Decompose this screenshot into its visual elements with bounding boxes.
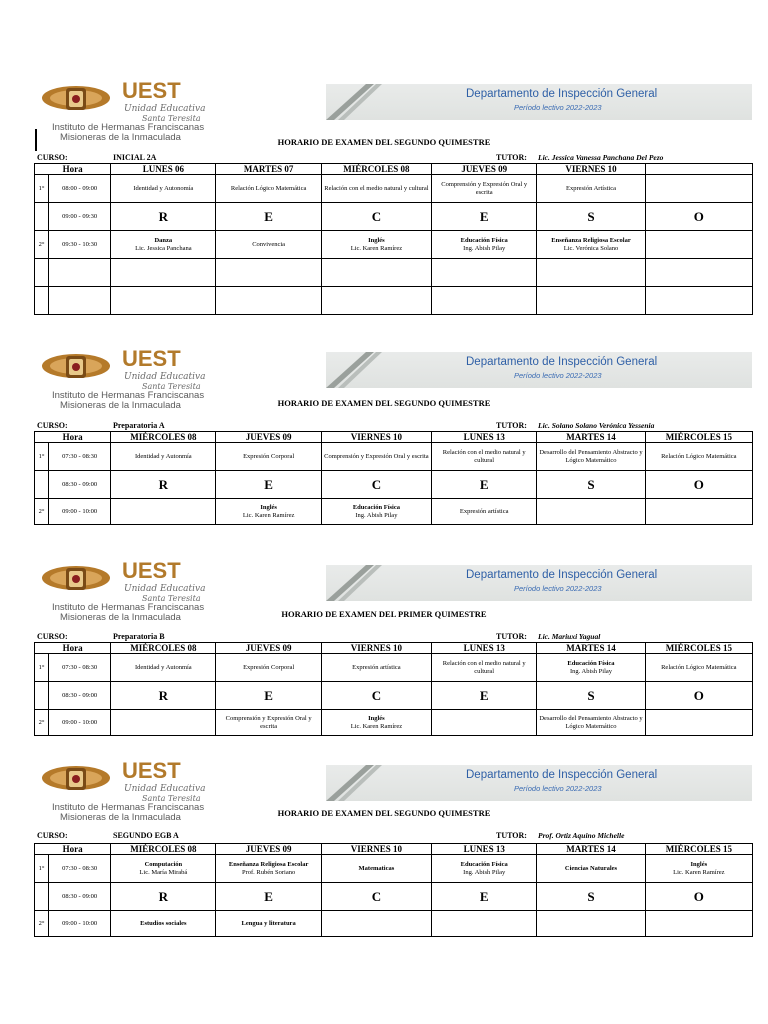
schedule-heading: HORARIO DE EXAMEN DEL SEGUNDO QUIMESTRE <box>277 137 491 147</box>
period-number: 2° <box>35 231 49 259</box>
exam-cell <box>321 911 431 937</box>
recess-letter: O <box>645 203 752 231</box>
recess-letter: E <box>216 203 321 231</box>
time-slot: 08:30 - 09:00 <box>49 883 111 911</box>
recess-letter: R <box>111 883 216 911</box>
subject-name: Relación con el medio natural y cultural <box>442 448 526 464</box>
exam-cell <box>216 259 321 287</box>
recess-letter: O <box>645 471 752 499</box>
svg-text:Misioneras de la Inmaculada: Misioneras de la Inmaculada <box>60 400 181 410</box>
recess-letter: E <box>216 682 321 710</box>
recess-letter: S <box>537 883 645 911</box>
day-column-header: MARTES 14 <box>537 643 645 654</box>
recess-letter: E <box>432 682 537 710</box>
day-column-header: MIÉRCOLES 08 <box>321 164 431 175</box>
tutor-name: Lic. Jessica Vanessa Panchana Del Pezo <box>538 153 664 162</box>
course-name: INICIAL 2A <box>113 153 157 162</box>
period-number: 1° <box>35 175 49 203</box>
recess-letter: E <box>432 883 537 911</box>
table-row <box>35 203 753 231</box>
tutor-label: TUTOR: <box>496 831 527 840</box>
day-column-header: MIÉRCOLES 15 <box>645 844 752 855</box>
exam-cell <box>321 231 431 259</box>
day-column-header: MIÉRCOLES 15 <box>645 643 752 654</box>
exam-cell <box>216 443 321 471</box>
table-row <box>35 259 753 287</box>
exam-cell <box>216 499 321 525</box>
exam-cell <box>111 175 216 203</box>
banner-stripe-icon <box>326 352 386 388</box>
course-name: Preparatoria A <box>113 421 165 430</box>
department-banner <box>326 84 752 120</box>
course-label: CURSO: <box>37 153 68 162</box>
subject-name: Relación Lógico Matemática <box>661 663 737 671</box>
teacher-name: Lic. Karen Ramírez <box>242 511 295 519</box>
exam-cell <box>216 654 321 682</box>
recess-letter: C <box>321 682 431 710</box>
day-column-header: VIERNES 10 <box>321 844 431 855</box>
exam-cell <box>645 443 752 471</box>
table-row <box>35 499 753 525</box>
day-column-header: VIERNES 10 <box>537 164 645 175</box>
exam-cell <box>111 855 216 883</box>
day-column-header: MARTES 07 <box>216 164 321 175</box>
course-name: SEGUNDO EGB A <box>113 831 179 840</box>
exam-cell <box>432 443 537 471</box>
time-slot: 09:00 - 10:00 <box>49 499 111 525</box>
exam-cell <box>216 855 321 883</box>
teacher-name: Lic. María Mirabá <box>139 868 188 876</box>
tutor-name: Lic. Solano Solano Verónica Yessenia <box>538 421 655 430</box>
subject-name: Convivencia <box>252 240 286 248</box>
table-row <box>35 682 753 710</box>
subject-name: Enseñanza Religiosa Escolar <box>228 860 309 868</box>
subject-name: Expresión artística <box>352 663 401 671</box>
svg-text:Misioneras de la Inmaculada: Misioneras de la Inmaculada <box>60 812 181 822</box>
exam-schedule-table <box>34 431 753 525</box>
teacher-name: Ing. Abish Pilay <box>569 667 613 675</box>
table-row <box>35 471 753 499</box>
subject-name: Educación Física <box>567 659 615 667</box>
recess-letter: S <box>537 471 645 499</box>
day-column-header: LUNES 13 <box>432 643 537 654</box>
subject-name: Comprensión y Expresión Oral y escrita <box>441 180 528 196</box>
table-row <box>35 654 753 682</box>
subject-name: Inglés <box>690 860 708 868</box>
exam-cell <box>321 175 431 203</box>
exam-schedule-table <box>34 642 753 736</box>
exam-cell <box>537 499 645 525</box>
period-number <box>35 259 49 287</box>
subject-name: Expresión Corporal <box>243 663 295 671</box>
time-slot: 08:00 - 09:00 <box>49 175 111 203</box>
svg-text:UEST: UEST <box>122 346 181 371</box>
day-column-header: MIÉRCOLES 15 <box>645 432 752 443</box>
day-column-header: MIÉRCOLES 08 <box>111 432 216 443</box>
teacher-name: Lic. Karen Ramírez <box>350 722 403 730</box>
recess-letter: C <box>321 471 431 499</box>
teacher-name: Ing. Abish Pilay <box>355 511 398 519</box>
exam-cell <box>216 710 321 736</box>
exam-cell <box>645 499 752 525</box>
exam-cell <box>321 855 431 883</box>
tutor-label: TUTOR: <box>496 421 527 430</box>
svg-text:Instituto de Hermanas Francisc: Instituto de Hermanas Franciscanas <box>52 602 205 613</box>
svg-text:Unidad Educativa: Unidad Educativa <box>124 584 206 594</box>
subject-name: Matematicas <box>358 864 395 872</box>
hour-column-header: Hora <box>35 844 111 855</box>
tutor-name: Prof. Ortiz Aquino Michelle <box>538 831 625 840</box>
time-slot: 09:00 - 09:30 <box>49 203 111 231</box>
time-slot: 08:30 - 09:00 <box>49 682 111 710</box>
recess-letter: E <box>432 471 537 499</box>
teacher-name: Ing. Abish Pilay <box>463 244 506 252</box>
table-header-row <box>35 643 753 654</box>
exam-cell <box>537 175 645 203</box>
period-number: 1° <box>35 654 49 682</box>
subject-name: Computación <box>144 860 183 868</box>
hour-column-header: Hora <box>35 643 111 654</box>
schedule-heading: HORARIO DE EXAMEN DEL SEGUNDO QUIMESTRE <box>277 808 491 818</box>
course-label: CURSO: <box>37 831 68 840</box>
banner-stripe-icon <box>326 84 386 120</box>
exam-cell <box>537 231 645 259</box>
time-slot: 07:30 - 08:30 <box>49 855 111 883</box>
day-column-header: LUNES 13 <box>432 432 537 443</box>
exam-schedule-table <box>34 163 753 315</box>
subject-name: Enseñanza Religiosa Escolar <box>551 236 631 244</box>
svg-text:Instituto de Hermanas Francisc: Instituto de Hermanas Franciscanas <box>52 122 205 133</box>
subject-name: Identidad y Autonmía <box>135 663 192 671</box>
table-row <box>35 443 753 471</box>
period-number: 1° <box>35 443 49 471</box>
teacher-name: Lic. Jessica Panchana <box>135 244 192 252</box>
recess-letter: O <box>645 883 752 911</box>
svg-text:Unidad Educativa: Unidad Educativa <box>124 784 206 794</box>
day-column-header: LUNES 06 <box>111 164 216 175</box>
exam-cell <box>432 499 537 525</box>
course-label: CURSO: <box>37 421 68 430</box>
subject-name: Danza <box>154 236 173 244</box>
exam-cell <box>216 175 321 203</box>
hour-column-header: Hora <box>35 432 111 443</box>
subject-name: Educación Física <box>352 503 400 511</box>
table-header-row <box>35 164 753 175</box>
subject-name: Desarrollo del Pensamiento Abstracto y Lógico Matemático <box>539 714 643 730</box>
subject-name: Comprensión y Expresión Oral y escrita <box>225 714 312 730</box>
day-column-header: MARTES 14 <box>537 432 645 443</box>
svg-text:Misioneras de la Inmaculada: Misioneras de la Inmaculada <box>60 132 181 142</box>
subject-name: Relación con el medio natural y cultural <box>324 184 429 192</box>
exam-cell <box>537 287 645 315</box>
svg-text:Santa Teresita: Santa Teresita <box>142 794 201 803</box>
banner-subtitle: Período lectivo 2022-2023 <box>514 371 602 380</box>
exam-cell <box>111 443 216 471</box>
exam-cell <box>216 911 321 937</box>
period-number <box>35 203 49 231</box>
svg-text:UEST: UEST <box>122 78 181 103</box>
teacher-name: Lic. Karen Ramírez <box>673 868 725 876</box>
recess-letter: R <box>111 471 216 499</box>
exam-cell <box>432 175 537 203</box>
exam-cell <box>537 710 645 736</box>
teacher-name: Lic. Verónica Solano <box>563 244 619 252</box>
subject-name: Inglés <box>368 236 385 244</box>
department-banner <box>326 565 752 601</box>
exam-cell <box>216 287 321 315</box>
day-column-header: JUEVES 09 <box>216 432 321 443</box>
course-line <box>37 153 752 163</box>
period-number <box>35 883 49 911</box>
period-number <box>35 471 49 499</box>
recess-letter: S <box>537 203 645 231</box>
svg-text:Instituto de Hermanas Francisc: Instituto de Hermanas Franciscanas <box>52 390 205 401</box>
banner-title: Departamento de Inspección General <box>466 356 658 368</box>
svg-text:UEST: UEST <box>122 558 181 583</box>
table-header-row <box>35 844 753 855</box>
period-number <box>35 682 49 710</box>
hour-column-header: Hora <box>35 164 111 175</box>
subject-name: Relación con el medio natural y cultural <box>442 659 526 675</box>
exam-cell <box>321 443 431 471</box>
time-slot: 09:00 - 10:00 <box>49 710 111 736</box>
time-slot <box>49 259 111 287</box>
tutor-label: TUTOR: <box>496 632 527 641</box>
svg-text:Unidad Educativa: Unidad Educativa <box>124 372 206 382</box>
teacher-name: Prof. Rubén Soriano <box>241 868 296 876</box>
exam-cell <box>537 855 645 883</box>
subject-name: Identidad y Autonomía <box>133 184 194 192</box>
exam-cell <box>645 175 752 203</box>
subject-name: Expresión artística <box>459 507 509 515</box>
subject-name: Educación Física <box>460 860 508 868</box>
exam-cell <box>432 710 537 736</box>
period-number <box>35 287 49 315</box>
recess-letter: E <box>216 471 321 499</box>
subject-name: Educación Física <box>460 236 508 244</box>
exam-schedule-table <box>34 843 753 937</box>
exam-cell <box>645 654 752 682</box>
subject-name: Expresión Artística <box>565 184 616 192</box>
course-line <box>37 831 752 841</box>
table-row <box>35 231 753 259</box>
day-column-header: JUEVES 09 <box>216 643 321 654</box>
banner-stripe-icon <box>326 565 386 601</box>
banner-subtitle: Período lectivo 2022-2023 <box>514 103 602 112</box>
svg-text:Santa Teresita: Santa Teresita <box>142 594 201 603</box>
exam-cell <box>111 654 216 682</box>
day-column-header: MIÉRCOLES 08 <box>111 844 216 855</box>
exam-cell <box>111 499 216 525</box>
banner-title: Departamento de Inspección General <box>466 88 658 100</box>
subject-name: Relación Lógico Matemática <box>661 452 737 460</box>
course-line <box>37 421 752 431</box>
tutor-label: TUTOR: <box>496 153 527 162</box>
course-line <box>37 632 752 642</box>
recess-letter: C <box>321 203 431 231</box>
exam-cell <box>645 710 752 736</box>
table-row <box>35 710 753 736</box>
exam-cell <box>432 911 537 937</box>
period-number: 2° <box>35 710 49 736</box>
day-column-header: VIERNES 10 <box>321 643 431 654</box>
svg-text:Santa Teresita: Santa Teresita <box>142 382 201 391</box>
banner-stripe-icon <box>326 765 386 801</box>
day-column-header: JUEVES 09 <box>216 844 321 855</box>
subject-name: Comprensión y Expresión Oral y escrita <box>324 452 429 460</box>
exam-cell <box>111 259 216 287</box>
exam-cell <box>432 855 537 883</box>
day-column-header: JUEVES 09 <box>432 164 537 175</box>
period-number: 2° <box>35 499 49 525</box>
teacher-name: Lic. Karen Ramírez <box>350 244 403 252</box>
exam-cell <box>321 259 431 287</box>
recess-letter: S <box>537 682 645 710</box>
day-column-header: MARTES 14 <box>537 844 645 855</box>
time-slot: 08:30 - 09:00 <box>49 471 111 499</box>
school-logo <box>38 78 258 142</box>
exam-cell <box>645 911 752 937</box>
table-row <box>35 855 753 883</box>
day-column-header <box>645 164 752 175</box>
subject-name: Identidad y Autonmía <box>135 452 192 460</box>
period-number: 2° <box>35 911 49 937</box>
recess-letter: E <box>432 203 537 231</box>
time-slot: 09:00 - 10:00 <box>49 911 111 937</box>
time-slot: 07:30 - 08:30 <box>49 654 111 682</box>
table-row <box>35 911 753 937</box>
exam-cell <box>216 231 321 259</box>
exam-cell <box>432 231 537 259</box>
exam-cell <box>645 259 752 287</box>
exam-cell <box>537 654 645 682</box>
time-slot: 09:30 - 10:30 <box>49 231 111 259</box>
day-column-header: MIÉRCOLES 08 <box>111 643 216 654</box>
svg-text:UEST: UEST <box>122 758 181 783</box>
department-banner <box>326 352 752 388</box>
schedule-heading: HORARIO DE EXAMEN DEL SEGUNDO QUIMESTRE <box>277 398 491 408</box>
exam-cell <box>111 287 216 315</box>
svg-text:Misioneras de la Inmaculada: Misioneras de la Inmaculada <box>60 612 181 622</box>
subject-name: Lengua y literatura <box>241 919 296 927</box>
exam-cell <box>645 231 752 259</box>
recess-letter: E <box>216 883 321 911</box>
table-row <box>35 175 753 203</box>
exam-cell <box>537 911 645 937</box>
recess-letter: O <box>645 682 752 710</box>
exam-cell <box>321 499 431 525</box>
subject-name: Inglés <box>368 714 385 722</box>
department-banner <box>326 765 752 801</box>
banner-title: Departamento de Inspección General <box>466 569 658 581</box>
svg-text:Santa Teresita: Santa Teresita <box>142 114 201 123</box>
exam-cell <box>111 710 216 736</box>
period-number: 1° <box>35 855 49 883</box>
exam-cell <box>537 443 645 471</box>
time-slot <box>49 287 111 315</box>
subject-name: Ciencias Naturales <box>564 864 618 872</box>
banner-title: Departamento de Inspección General <box>466 769 658 781</box>
exam-cell <box>432 287 537 315</box>
course-label: CURSO: <box>37 632 68 641</box>
exam-cell <box>432 654 537 682</box>
exam-cell <box>111 911 216 937</box>
subject-name: Relación Lógico Matemática <box>230 184 307 192</box>
subject-name: Inglés <box>260 503 277 511</box>
banner-subtitle: Período lectivo 2022-2023 <box>514 784 602 793</box>
exam-cell <box>432 259 537 287</box>
time-slot: 07:30 - 08:30 <box>49 443 111 471</box>
recess-letter: R <box>111 682 216 710</box>
schedule-heading: HORARIO DE EXAMEN DEL PRIMER QUIMESTRE <box>281 609 487 619</box>
recess-letter: R <box>111 203 216 231</box>
exam-cell <box>645 287 752 315</box>
exam-cell <box>537 259 645 287</box>
exam-cell <box>321 287 431 315</box>
subject-name: Desarrollo del Pensamiento Abstracto y Lógico Matemático <box>539 448 643 464</box>
svg-text:Instituto de Hermanas Francisc: Instituto de Hermanas Franciscanas <box>52 802 205 813</box>
table-row <box>35 883 753 911</box>
exam-cell <box>321 710 431 736</box>
svg-text:Unidad Educativa: Unidad Educativa <box>124 104 206 114</box>
recess-letter: C <box>321 883 431 911</box>
teacher-name: Ing. Abish Pilay <box>463 868 506 876</box>
table-header-row <box>35 432 753 443</box>
table-row <box>35 287 753 315</box>
tutor-name: Lic. Mariuxi Yagual <box>538 632 601 641</box>
course-name: Preparatoria B <box>113 632 165 641</box>
subject-name: Estudios sociales <box>140 919 187 927</box>
day-column-header: VIERNES 10 <box>321 432 431 443</box>
day-column-header: LUNES 13 <box>432 844 537 855</box>
exam-cell <box>645 855 752 883</box>
exam-cell <box>111 231 216 259</box>
exam-cell <box>321 654 431 682</box>
banner-subtitle: Período lectivo 2022-2023 <box>514 584 602 593</box>
subject-name: Expresión Corporal <box>243 452 295 460</box>
